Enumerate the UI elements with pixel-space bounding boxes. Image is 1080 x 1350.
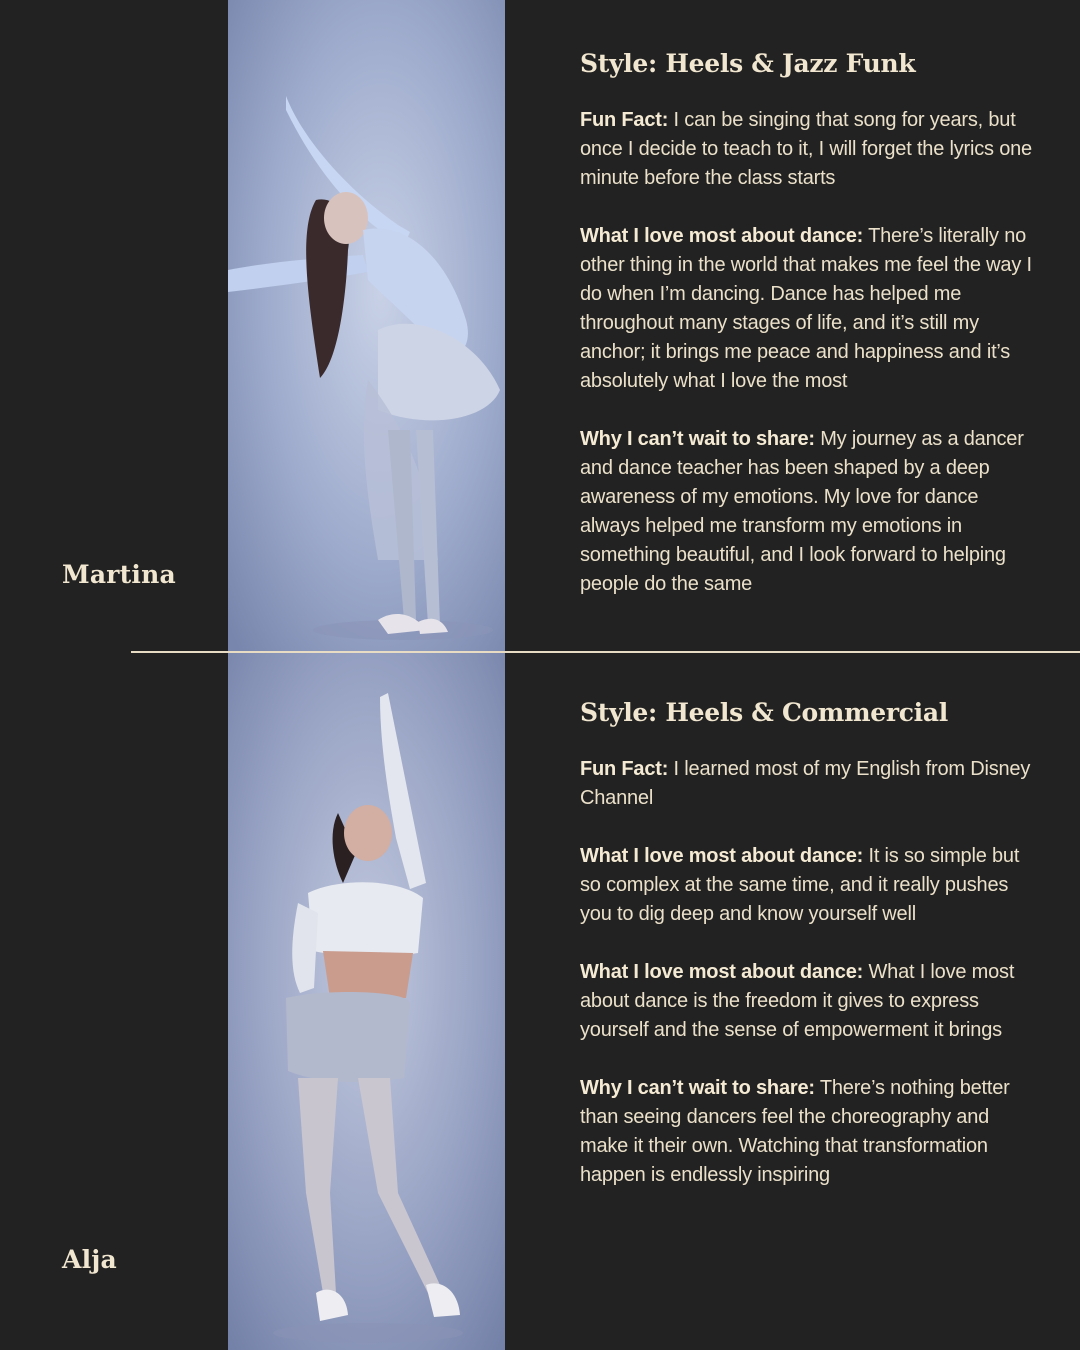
love-dance-paragraph-2 xyxy=(580,958,1042,1045)
profile-alja xyxy=(0,653,1080,1350)
paragraph-label: What I love most about dance: xyxy=(580,845,864,867)
why-share-paragraph xyxy=(580,425,1042,599)
dancer-name: Martina xyxy=(62,560,176,589)
style-heading: Style: Heels & Commercial xyxy=(580,698,948,727)
profile-martina xyxy=(0,0,1080,651)
fun-fact-paragraph xyxy=(580,106,1042,193)
paragraph-text: There’s literally no other thing in the world that makes me feel the way I do when I’m dancing. Dance has helped me throughout many stages of life, and it’s still my anchor; it brings me peace and happiness and it’s absolutely what I love the most xyxy=(580,225,1032,392)
love-dance-paragraph xyxy=(580,222,1042,396)
paragraph-text: I can be singing that song for years, but once I decide to teach to it, I will forget the lyrics one minute before the class starts xyxy=(580,109,1032,189)
style-heading: Style: Heels & Jazz Funk xyxy=(580,49,916,78)
why-share-paragraph xyxy=(580,1074,1042,1190)
love-dance-paragraph xyxy=(580,842,1042,929)
paragraph-text: My journey as a dancer and dance teacher has been shaped by a deep awareness of my emotions. My love for dance always helped me transform my emotions in something beautiful, and I look forward to helping people do the same xyxy=(580,428,1024,595)
dancer-name: Alja xyxy=(62,1245,117,1274)
paragraph-text: There’s nothing better than seeing dancers feel the choreography and make it their own. Watching that transformation happen is endlessly inspiring xyxy=(580,1077,1010,1186)
paragraph-text: What I love most about dance is the freedom it gives to express yourself and the sense of empowerment it brings xyxy=(580,961,1015,1041)
profile-text-alja xyxy=(580,693,1042,1219)
dancer-figure-illustration xyxy=(228,0,505,651)
dancer-figure-illustration xyxy=(228,653,505,1350)
profile-text-martina xyxy=(580,44,1042,628)
paragraph-label: Why I can’t wait to share: xyxy=(580,1077,815,1099)
paragraph-label: Why I can’t wait to share: xyxy=(580,428,815,450)
dancer-photo-martina xyxy=(228,0,505,651)
paragraph-label: What I love most about dance: xyxy=(580,961,864,983)
paragraph-label: Fun Fact: xyxy=(580,109,669,131)
dancer-photo-alja xyxy=(228,653,505,1350)
paragraph-text: It is so simple but so complex at the same time, and it really pushes you to dig deep and know yourself well xyxy=(580,845,1020,925)
paragraph-label: What I love most about dance: xyxy=(580,225,864,247)
paragraph-label: Fun Fact: xyxy=(580,758,669,780)
fun-fact-paragraph xyxy=(580,755,1042,813)
paragraph-text: I learned most of my English from Disney Channel xyxy=(580,758,1031,809)
